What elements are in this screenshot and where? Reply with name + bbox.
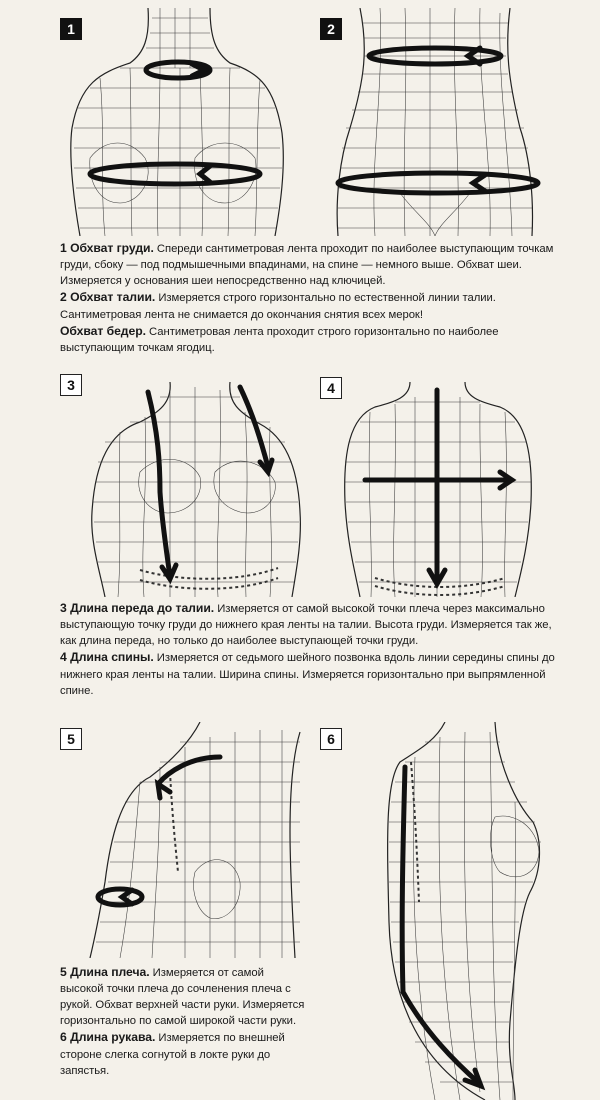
heading-7: 6 Длина рукава.	[60, 1030, 156, 1045]
heading-4: 3 Длина переда до талии.	[60, 601, 215, 615]
paragraph-7	[60, 1029, 310, 1078]
heading-1: 1 Обхват груди.	[60, 241, 154, 255]
paragraph-4	[60, 600, 570, 649]
figure-5-panel	[60, 722, 305, 958]
figure-6-panel	[315, 722, 560, 1100]
front-length-mesh-figure-icon	[60, 372, 305, 597]
text-1: Спереди сантиметровая лента проходит по наиболее выступающим точкам груди, сбоку — под подмышечными впадинами, на спине — немного выше. Обхват шеи. Измеряется у основания шеи непосредственно над ключицей.	[60, 243, 554, 288]
figure-6-badge: 6	[320, 728, 342, 750]
paragraph-6	[60, 964, 310, 1029]
text-2: Измеряется строго горизонтально по естественной линии талии. Сантиметровая лента не снимается до окончания снятия всех мерок!	[60, 292, 496, 321]
figure-3-badge: 3	[60, 374, 82, 396]
heading-6: 5 Длина плеча.	[60, 965, 150, 979]
text-7: Измеряется по внешней стороне слегка согнутой в локте руки до запястья.	[60, 1032, 285, 1077]
figure-2-panel	[320, 8, 550, 236]
heading-2: 2 Обхват талии.	[60, 290, 156, 305]
paragraph-1	[60, 240, 560, 289]
heading-3: Обхват бедер.	[60, 323, 146, 338]
paragraph-5	[60, 649, 570, 698]
text-6: Измеряется от самой высокой точки плеча до сочленения плеча с рукой. Обхват верхней части руки. Измеряется горизонтально по самой широкой части руки.	[60, 967, 305, 1028]
figure-1-badge: 1	[60, 18, 82, 40]
text-section-2	[60, 600, 570, 699]
shoulder-arm-mesh-figure-icon	[60, 722, 305, 958]
back-length-mesh-figure-icon	[315, 372, 560, 597]
paragraph-3	[60, 323, 560, 356]
figure-4-badge: 4	[320, 377, 342, 399]
sleeve-length-mesh-figure-icon	[315, 722, 560, 1100]
text-section-1	[60, 240, 560, 356]
paragraph-2	[60, 289, 560, 322]
figure-1-panel	[60, 8, 290, 236]
torso-bust-mesh-figure-icon	[60, 8, 290, 236]
waist-hip-mesh-figure-icon	[320, 8, 550, 236]
text-section-3	[60, 964, 310, 1079]
figure-3-panel	[60, 372, 305, 597]
text-3: Сантиметровая лента проходит строго горизонтально по наиболее выступающим точкам ягодиц.	[60, 325, 499, 355]
text-5: Измеряется от седьмого шейного позвонка вдоль линии середины спины до нижнего края ленты на талии. Ширина спины. Измеряется горизонтально при выпрямленной спине.	[60, 652, 555, 697]
text-4: Измеряется от самой высокой точки плеча через максимально выступающую точку груди до нижнего края ленты на талии. Высота груди. Измеряется так же, как длина переда, но только до наиболее выступающей точки груди.	[60, 603, 552, 648]
figure-2-badge: 2	[320, 18, 342, 40]
heading-5: 4 Длина спины.	[60, 650, 154, 665]
figure-5-badge: 5	[60, 728, 82, 750]
figure-4-panel	[315, 372, 560, 597]
